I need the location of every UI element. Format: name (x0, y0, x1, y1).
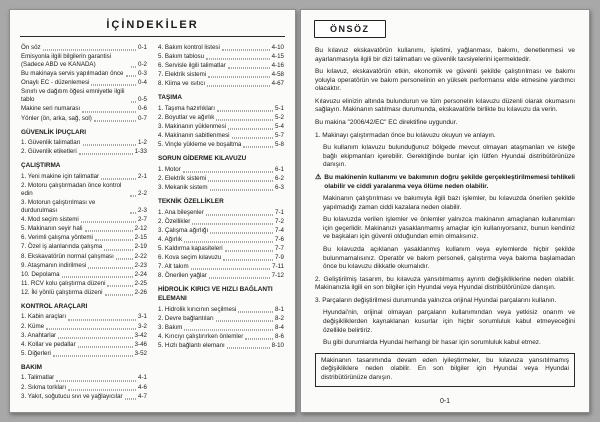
toc-entry-label: 3. Bakım (158, 323, 183, 331)
toc-entry-page: 7-4 (275, 226, 284, 234)
toc-column-2 (158, 44, 284, 407)
toc-entry (158, 184, 284, 192)
toc-entry (21, 88, 147, 104)
toc-entry-page: 3-42 (134, 331, 147, 339)
toc-entry (158, 105, 284, 113)
paragraph: Kılavuzu elinizin altında bulundurun ve tüm personelin kılavuzu düzenli olarak okumasını sağlayın. Makinanın satılması durumunda, ekskavatörle birlikte bu kılavuzu da verin. (315, 97, 575, 114)
toc-entry (158, 227, 284, 235)
toc-entry-label: 3. Mekanik sistem (158, 184, 208, 192)
toc-entry (158, 218, 284, 226)
toc-entry-label: 10. Depolama (21, 270, 60, 278)
toc-leader (222, 50, 270, 51)
toc-entry (21, 271, 147, 279)
toc-entry-label: 4. Kırıcıyı çalıştırırken önlemler (158, 332, 244, 340)
toc-leader (79, 154, 133, 155)
toc-entry-label: 8. Ekskavatörün normal çalışması (21, 252, 114, 260)
toc-leader (228, 129, 273, 130)
toc-leader (56, 380, 136, 381)
toc-leader (245, 338, 273, 339)
toc-section-heading: TAŞIMA (158, 94, 183, 102)
toc-section (158, 286, 284, 350)
toc-entry (21, 199, 147, 215)
toc-section (158, 155, 284, 192)
toc-leader (210, 190, 274, 191)
toc-entry-label: 2. Sıkma torkları (21, 383, 67, 391)
toc-entry-page: 2-2 (138, 190, 147, 198)
toc-entry (21, 384, 147, 392)
toc-entry-label: 3. Yakıt, soğutucu sıvı ve yağlayıcılar (21, 392, 123, 400)
toc-entry-label: 1. Hidrolik kırıcının seçilmesi (158, 305, 237, 313)
paragraph: Bu kılavuz ekskavatörün kullanımı, işletimi, yağlanması, bakımı, denetlenmesi ve ayarlanmasıyla ilgili bir dizi talimatları ve güvenlik tavsiyelerini içermektedir. (315, 47, 575, 63)
toc-columns (10, 44, 295, 407)
toc-entry-page: 2-22 (134, 252, 147, 260)
toc-leader (131, 102, 136, 103)
toc-entry-page: 7-6 (275, 235, 284, 243)
toc-entry (158, 141, 284, 149)
toc-entry (158, 80, 284, 88)
toc-entry-page: 3-2 (138, 322, 147, 330)
toc-entry (21, 280, 147, 288)
toc-leader (243, 147, 273, 148)
toc-leader (192, 223, 273, 224)
toc-leader (126, 76, 137, 77)
warning-paragraph (315, 174, 575, 191)
toc-page (9, 9, 296, 413)
toc-entry-page: 0-7 (138, 114, 147, 122)
toc-entry-label: 7. Özel iş alanlarında çalışma (21, 243, 103, 251)
toc-leader (216, 120, 273, 121)
toc-entry-label: 1. Ana bileşenler (158, 208, 204, 216)
toc-entry-label: 4. Mod seçim sistemi (21, 216, 79, 224)
toc-entry-label: Yönler (ön, arka, sağ, sol) (21, 114, 92, 122)
toc-entry-page: 4-67 (271, 80, 284, 88)
toc-leader (184, 241, 273, 242)
toc-entry (158, 245, 284, 253)
toc-entry (21, 173, 147, 181)
paragraph: Bu kullanım kılavuzu bulunduğunuz bölgede mevcut olmayan ataşmanları ve isteğe bağlı ekipmanları içerebilir. Gerektiğinde bunlar için lütfen Hyundai distribütörünüze danışın. (323, 144, 575, 169)
toc-entry (158, 62, 284, 70)
toc-entry-label: 1. Yeni makine için talimatlar (21, 172, 100, 180)
toc-section-heading: HİDROLİK KIRICI VE HIZLI BAĞLANTI ELEMANI (158, 286, 273, 302)
toc-leader (107, 285, 132, 286)
toc-entry-label: 1. Güvenlik talimatları (21, 139, 81, 147)
toc-entry (21, 374, 147, 382)
toc-entry-label: 8. Klima ve ısıtıcı (158, 80, 206, 88)
toc-leader (82, 111, 136, 112)
toc-entry-label: 6. Verimli çalışma yöntemi (21, 234, 93, 242)
toc-entry (158, 306, 284, 314)
toc-section (158, 44, 284, 88)
toc-entry-label: 7. Elektrik sistemi (158, 71, 207, 79)
toc-entry-label: 5. Makinanın seyir hali (21, 225, 83, 233)
toc-entry-page: 8-4 (275, 323, 284, 331)
toc-entry-label: 1. Motor (158, 165, 181, 173)
toc-entry-page: 7-7 (275, 244, 284, 252)
toc-entry-page: 2-25 (134, 279, 147, 287)
toc-entry (21, 53, 147, 69)
toc-entry-label: Bu makinaya servis yapılmadan önce (21, 70, 124, 78)
toc-entry (158, 236, 284, 244)
toc-entry-page: 5-8 (275, 141, 284, 149)
toc-section-heading: ÇALIŞTIRMA (21, 162, 61, 170)
toc-entry (158, 263, 284, 271)
toc-entry-page: 4-15 (271, 53, 284, 61)
notice-box: Makinanın tasarımında devam eden iyileştirmeler, bu kılavuza yansıtılmamış değişikliklere neden olabilir. En son bilgiler için Hyundai veya Hyundai distribütörünüze danışın. (315, 353, 575, 387)
paragraph: Bu kılavuz, ekskavatörün etkin, ekonomik ve güvenli şekilde çalıştırılması ve bakımı yoluyla operatörün ve bakım personelinin en yüksek performansı elde etmesine yardımcı olacaktır. (315, 68, 575, 93)
toc-entry (21, 216, 147, 224)
toc-entry-page: 5-7 (275, 132, 284, 140)
toc-entry-page: 8-10 (271, 341, 284, 349)
toc-leader (78, 346, 133, 347)
toc-entry-label: 4. Kollar ve pedallar (21, 340, 76, 348)
toc-entry-page: 2-3 (138, 207, 147, 215)
preface-body (301, 38, 589, 387)
toc-entry-page: 5-1 (275, 104, 284, 112)
toc-entry-page: 7-12 (271, 272, 284, 280)
toc-entry-label: 4. Makinanın sabitlenmesi (158, 132, 230, 140)
toc-entry-label: 6. Kova seçim kılavuzu (158, 254, 222, 262)
toc-entry-page: 1-2 (138, 139, 147, 147)
toc-entry-page: 4-1 (138, 374, 147, 382)
toc-leader (43, 50, 136, 51)
paragraph: 2. Geliştirilmiş tasarım, bu kılavuza yansıtılmamış ayrıntı değişikliklerine neden olabilir. Makinanızla ilgili en son bilgiler için Hyundai veya Hyundai distribütörünüze danışın. (315, 275, 575, 292)
toc-entry (21, 350, 147, 358)
toc-leader (208, 77, 269, 78)
toc-entry-page: 0-1 (138, 44, 147, 51)
toc-entry-page: 4-10 (271, 44, 284, 51)
toc-leader (94, 120, 136, 121)
toc-entry-label: 3. Anahtarlar (21, 331, 57, 339)
preface-page (300, 9, 590, 413)
toc-entry-label: 12. İki yönlü çalıştırma düzeni (21, 288, 103, 296)
toc-entry-label: 7. Alt takım (158, 263, 189, 271)
toc-leader (209, 278, 270, 279)
toc-leader (116, 258, 133, 259)
toc-leader (58, 337, 133, 338)
toc-entry-page: 3-52 (134, 349, 147, 357)
toc-entry-label: Makine seri numarası (21, 105, 81, 113)
paragraph: 3. Parçaların değiştirilmesi durumunda yalnızca orijinal Hyundai parçalarını kullanın. (315, 296, 557, 304)
toc-entry (21, 115, 147, 123)
toc-leader (223, 260, 273, 261)
toc-entry-page: 7-1 (275, 208, 284, 216)
toc-leader (105, 294, 133, 295)
toc-leader (85, 231, 133, 232)
toc-entry (21, 393, 147, 401)
toc-entry-label: Ön söz (21, 44, 41, 51)
toc-leader (208, 181, 273, 182)
toc-entry (21, 313, 147, 321)
toc-entry-page: 0-4 (138, 79, 147, 87)
toc-entry-label: 5. Bakım tablosu (158, 53, 205, 61)
toc-entry-label: 3. Makinanın yüklenmesi (158, 123, 227, 131)
page-number: 0-1 (439, 398, 451, 405)
toc-entry-label: 11. RCV kolu çalıştırma düzeni (21, 279, 106, 287)
toc-entry-page: 5-4 (275, 123, 284, 131)
toc-entry (21, 332, 147, 340)
toc-section (158, 198, 284, 280)
toc-leader (101, 179, 136, 180)
toc-entry-page: 4-7 (138, 392, 147, 400)
toc-entry-label: 5. Hızlı bağlantı elemanı (158, 341, 225, 349)
paragraph: Bu kılavuzda verilen işlemler ve önlemler yalnızca makinanın amaçlanan kullanımları için geçerlidir. Makinanızı yasaklanmamış amaçlar için kullanıyorsanız, bunun kendiniz ve başkaları için güvenli olduğundan emin olmalısınız. (323, 216, 575, 241)
toc-leader (91, 85, 136, 86)
toc-entry-label: 2. Elektrik sistemi (158, 174, 207, 182)
toc-entry-page: 2-19 (134, 243, 147, 251)
toc-entry (21, 105, 147, 113)
toc-entry (21, 225, 147, 233)
toc-entry (158, 209, 284, 217)
toc-entry-label: 2. Motoru çalıştırmadan önce kontrol edin (21, 182, 122, 198)
paragraph: Hyundai'nin, orijinal olmayan parçaların kullanımından veya yetkisiz onarım ve değişikliklerden kaynaklanan kusurlar için hiçbir sorumluluk kabul etmeyeceğini özellikle belirtiriz. (323, 309, 575, 334)
toc-section (21, 162, 147, 297)
toc-leader (104, 249, 132, 250)
toc-entry-page: 4-58 (271, 71, 284, 79)
toc-section (21, 364, 147, 401)
warning-text: Bu makinenin kullanımı ve bakımının doğru şekilde gerçekleştirilmemesi tehlikeli olabilir ve ciddi yaralanma veya ölüme neden olabilir. (324, 173, 575, 190)
toc-entry-page: 0-6 (138, 105, 147, 113)
toc-leader (62, 276, 133, 277)
toc-entry-page: 5-2 (275, 114, 284, 122)
toc-entry-label: 9. Ataşmanın indirilmesi (21, 261, 87, 269)
toc-entry-page: 2-7 (138, 216, 147, 224)
toc-entry-label: Sınırlı ve dağıtım öğesi emniyetle ilgili tablo (21, 88, 125, 104)
toc-section-heading: KONTROL ARAÇLARI (21, 302, 88, 310)
toc-entry (21, 139, 147, 147)
paragraph: Bu makina "2006/42/EC" EC direktifine uygundur. (315, 119, 458, 127)
toc-leader (238, 311, 273, 312)
toc-entry (21, 79, 147, 87)
toc-leader (81, 222, 136, 223)
toc-title: İÇİNDEKİLER (106, 19, 199, 31)
toc-entry (158, 342, 284, 350)
toc-entry-page: 0-3 (138, 70, 147, 78)
toc-entry-label: 1. Kabin araçları (21, 313, 67, 321)
toc-entry (158, 175, 284, 183)
toc-entry-label: 6. Servisle ilgili talimatlar (158, 62, 226, 70)
toc-entry (158, 315, 284, 323)
toc-entry-label: 2. Güvenlik etiketleri (21, 148, 77, 156)
toc-entry-page: 0-5 (138, 96, 147, 104)
toc-entry-label: 5. Diğerleri (21, 349, 51, 357)
toc-entry (21, 323, 147, 331)
toc-entry (158, 166, 284, 174)
toc-entry-page: 7-11 (272, 263, 284, 271)
toc-entry-page: 6-2 (275, 174, 284, 182)
toc-leader (130, 213, 136, 214)
toc-entry-page: 4-16 (271, 62, 284, 70)
toc-entry (158, 254, 284, 262)
toc-entry (21, 243, 147, 251)
toc-entry-label: 3. Çalışma ağırlığı (158, 226, 209, 234)
toc-entry (21, 262, 147, 270)
toc-entry-page: 2-26 (134, 288, 147, 296)
toc-leader (216, 320, 273, 321)
toc-entry-page: 8-1 (275, 305, 284, 313)
toc-entry-page: 1-33 (134, 148, 147, 156)
toc-section (158, 94, 284, 149)
toc-leader (217, 111, 273, 112)
toc-section (21, 303, 147, 358)
toc-entry-page: 6-1 (275, 165, 284, 173)
toc-entry-label: 1. Talimatlar (21, 374, 55, 382)
toc-entry-label: 5. Kaldırma kapasiteleri (158, 244, 223, 252)
warning-icon: ⚠ (315, 173, 322, 181)
toc-entry (158, 324, 284, 332)
toc-entry (21, 148, 147, 156)
toc-entry-label: Onaylı EC - düzenlemesi (21, 79, 90, 87)
toc-entry (158, 333, 284, 341)
toc-leader (130, 196, 136, 197)
toc-section-heading: SORUN GİDERME KILAVUZU (158, 155, 247, 163)
toc-entry-page: 2-24 (134, 270, 147, 278)
toc-leader (95, 240, 133, 241)
toc-entry (158, 44, 284, 52)
toc-entry-label: 1. Taşıma hazırlıkları (158, 104, 215, 112)
toc-section-heading: BAKIM (21, 363, 42, 371)
paragraph: Bu gibi durumlarda Hyundai herhangi bir hasar için sorumluluk kabul etmez. (323, 339, 541, 347)
toc-entry-page: 0-2 (138, 61, 147, 69)
toc-leader (183, 171, 273, 172)
toc-section-heading: GÜVENLİK İPUÇLARI (21, 128, 86, 136)
toc-leader (206, 214, 273, 215)
toc-entry (21, 289, 147, 297)
toc-leader (46, 328, 136, 329)
toc-entry (21, 253, 147, 261)
toc-entry-page: 7-2 (275, 217, 284, 225)
toc-entry-page: 3-46 (134, 340, 147, 348)
toc-entry-label: 2. Devre bağlantıları (158, 314, 214, 322)
toc-entry-label: 5. Vinçle yükleme ve boşaltma (158, 141, 242, 149)
toc-entry-label: 4. Ağırlık (158, 235, 183, 243)
toc-entry (158, 132, 284, 140)
toc-entry-page: 6-3 (275, 184, 284, 192)
toc-entry (158, 71, 284, 79)
toc-leader (53, 355, 133, 356)
toc-entry-page: 7-9 (275, 254, 284, 262)
toc-leader (184, 329, 273, 330)
toc-leader (125, 398, 136, 399)
preface-title: ÖNSÖZ (314, 20, 386, 38)
toc-entry-page: 2-15 (134, 234, 147, 242)
toc-entry (158, 123, 284, 131)
toc-leader (88, 267, 132, 268)
toc-entry-label: 4. Bakım kontrol listesi (158, 44, 220, 51)
toc-leader (83, 145, 137, 146)
toc-entry (158, 114, 284, 122)
toc-entry (158, 53, 284, 61)
toc-entry (21, 182, 147, 198)
toc-entry-page: 8-6 (275, 332, 284, 340)
toc-leader (232, 138, 274, 139)
toc-leader (225, 251, 273, 252)
toc-entry-page: 8-2 (275, 314, 284, 322)
toc-leader (227, 347, 270, 348)
paragraph: Makinanın çalıştırılması ve bakımıyla ilgili bazı işlemler, bu kılavuzda önerilen şekilde yapılmadığı zaman ciddi kazalara neden olabilir. (323, 195, 575, 211)
toc-entry-page: 3-1 (138, 313, 147, 321)
toc-title-rule (20, 36, 285, 37)
toc-entry-label: Emisyonla ilgili bilgilerin garantisi (Sadece ABD ve KANADA) (21, 53, 112, 69)
toc-entry-label: 2. Özellikler (158, 217, 191, 225)
toc-entry (21, 44, 147, 52)
toc-leader (228, 68, 270, 69)
toc-leader (68, 389, 136, 390)
toc-entry-label: 3. Motorun çalıştırılması ve durdurulması (21, 199, 96, 215)
toc-entry-page: 2-23 (134, 261, 147, 269)
paragraph: Bu kılavuzda açıklanan yasaklanmış kullanım veya eylemlerde hiçbir şekilde bulunmamalısınız. Operatör ve bakım personeli, çalıştırma veya bakıma başlamadan önce bu kılavuzu dikkatle okumalıdır. (323, 245, 575, 271)
toc-entry-page: 4-6 (138, 383, 147, 391)
toc-entry (158, 272, 284, 280)
toc-section-heading: TEKNİK ÖZELLİKLER (158, 198, 224, 206)
toc-entry (21, 70, 147, 78)
toc-entry-label: 8. Önerilen yağlar (158, 272, 207, 280)
toc-entry-page: 2-1 (138, 172, 147, 180)
toc-entry (21, 341, 147, 349)
toc-column-1 (21, 44, 147, 407)
toc-section (21, 44, 147, 123)
toc-entry-page: 2-12 (134, 225, 147, 233)
toc-section (21, 129, 147, 157)
toc-leader (68, 319, 136, 320)
paragraph: 1. Makinayı çalıştırmadan önce bu kılavuzu okuyun ve anlayın. (315, 131, 496, 139)
toc-leader (210, 232, 273, 233)
toc-entry (21, 234, 147, 242)
toc-entry-label: 2. Küme (21, 322, 45, 330)
toc-leader (131, 67, 136, 68)
toc-entry-label: 2. Boyutlar ve ağırlık (158, 114, 215, 122)
toc-leader (207, 86, 270, 87)
toc-leader (206, 59, 270, 60)
toc-leader (191, 269, 270, 270)
